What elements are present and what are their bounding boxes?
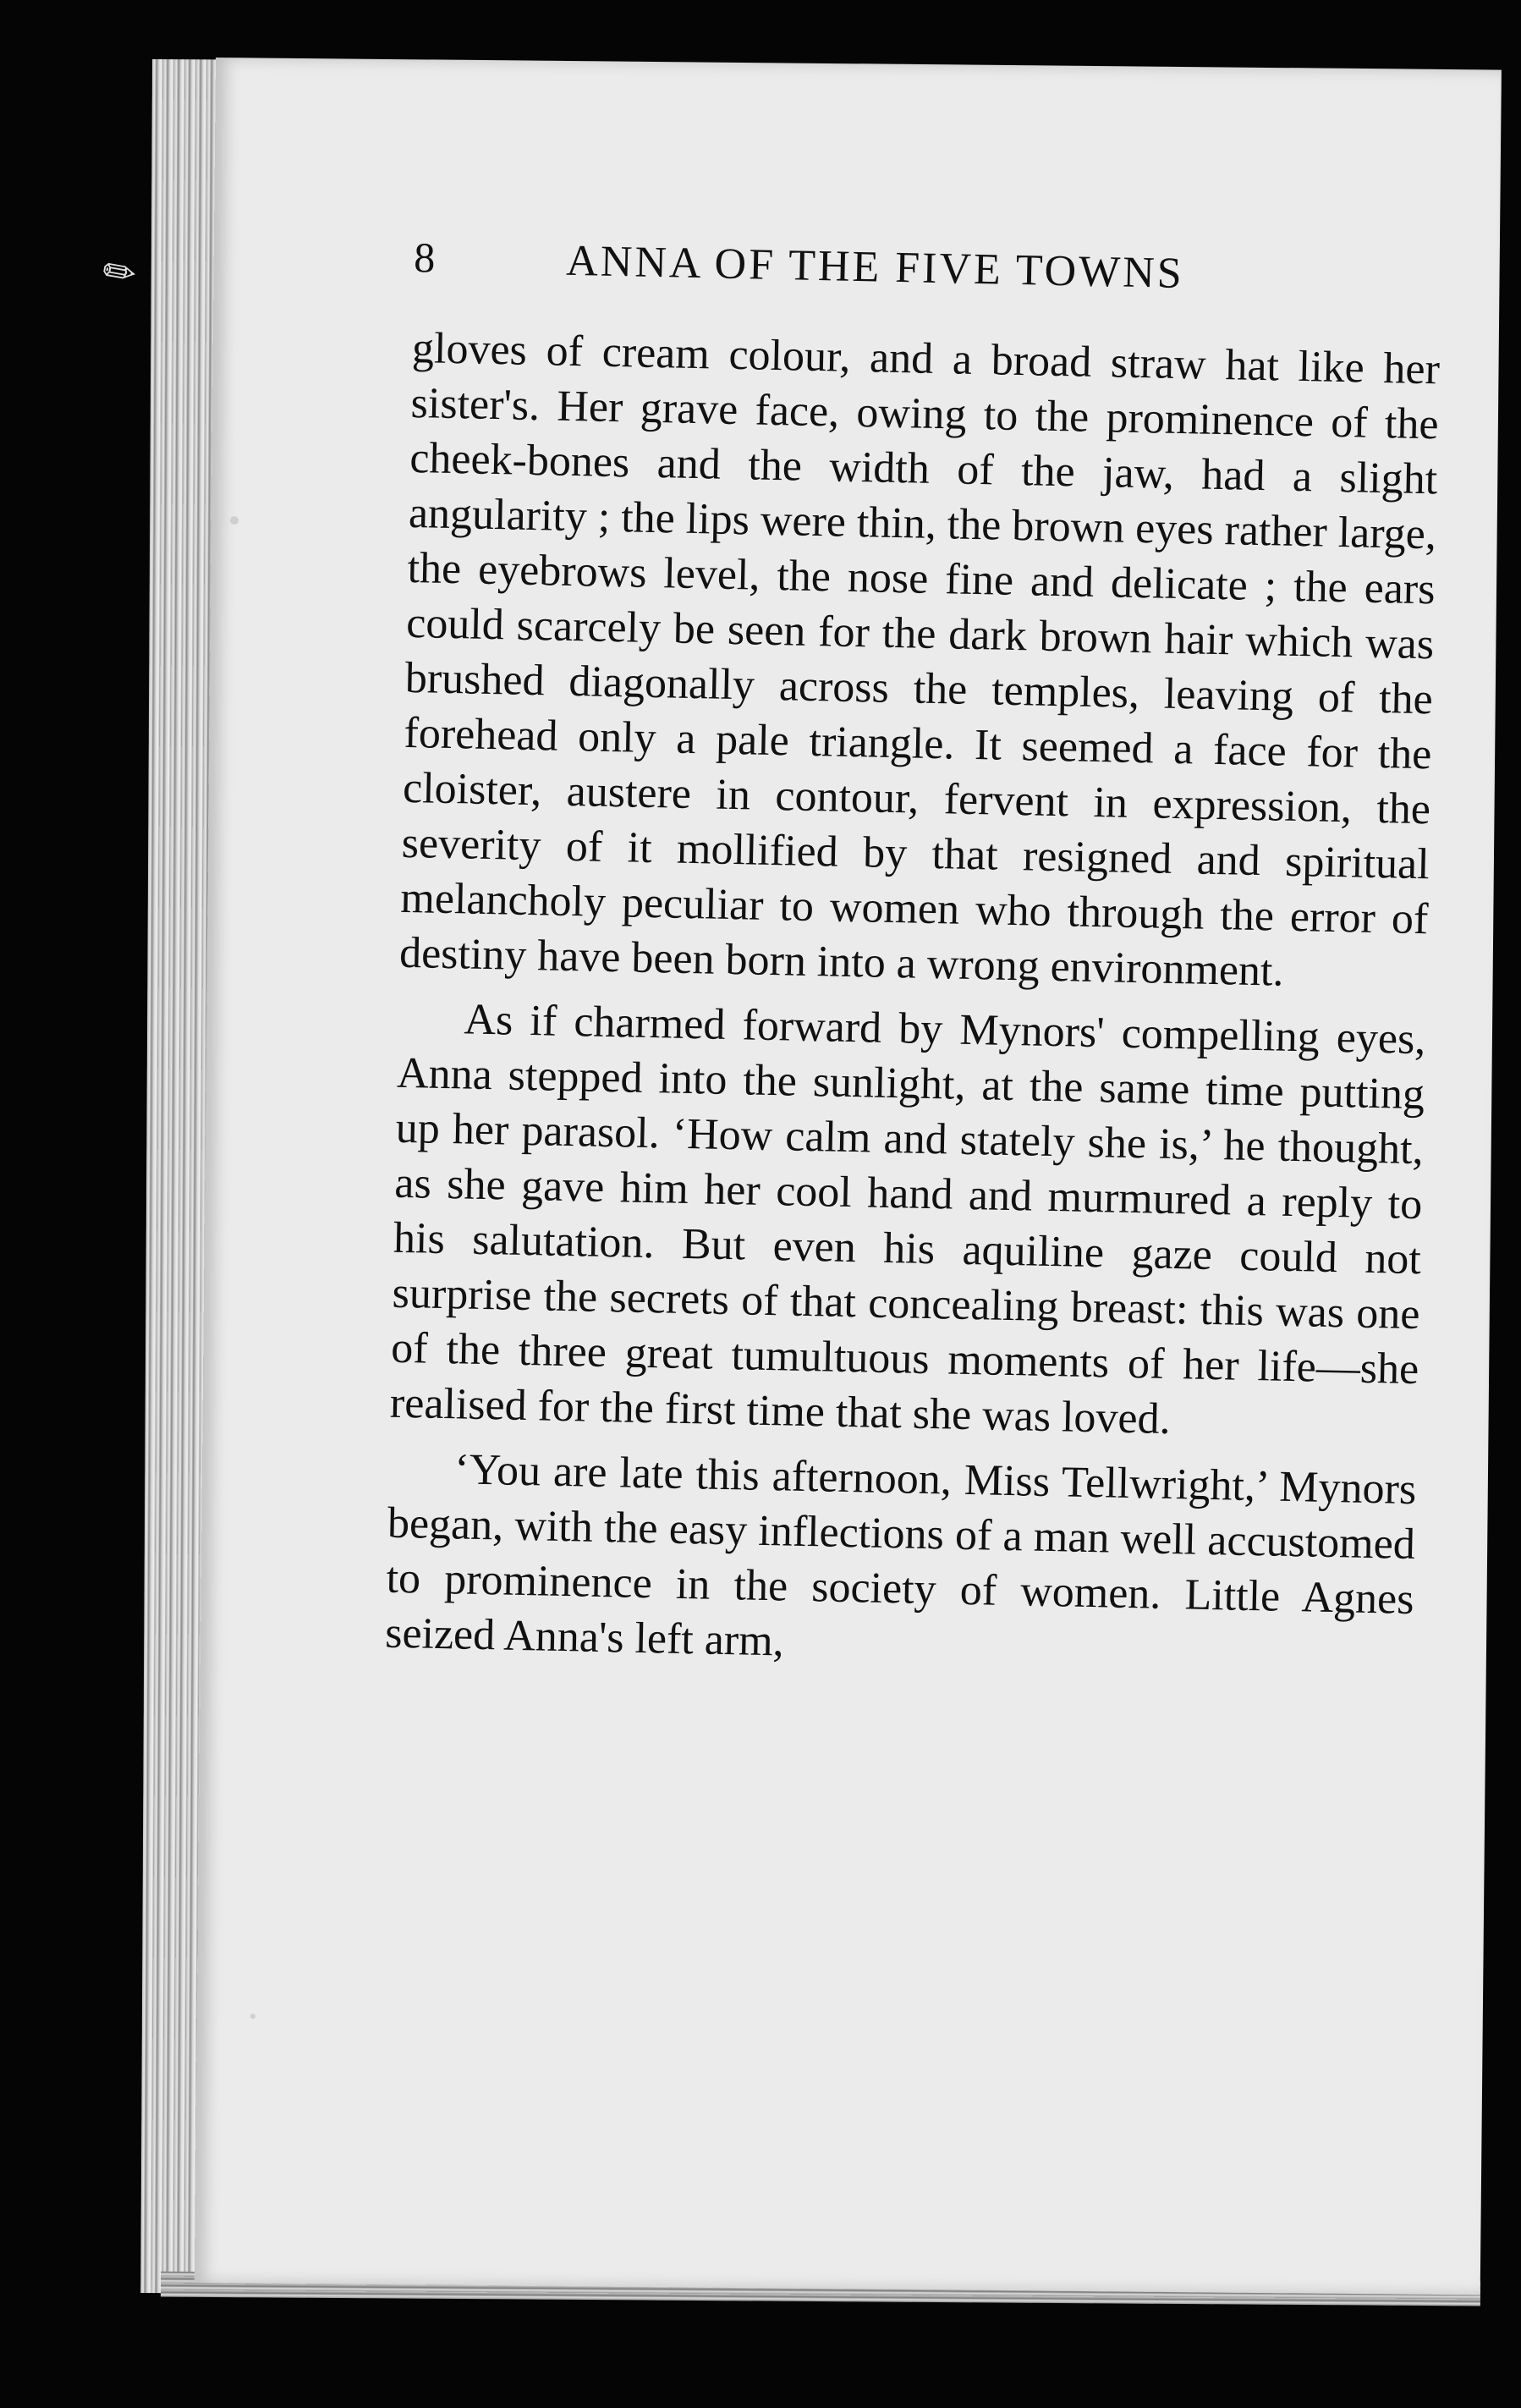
- margin-mark-icon: ✎: [92, 244, 146, 301]
- page-number: 8: [413, 233, 437, 282]
- paragraph-2: As if charmed forward by Mynors' compelling eyes, Anna stepped into the sunlight, at the same time putting up her parasol. ‘How calm and stately she is,’ he thought, as she gave him her cool hand and murmured a reply to his salutation. But even his aquiline gaze could not surprise the secrets of that concealing breast: this was one of the three great tumultuous moments of her life—she realised for the first time that she was loved.: [389, 995, 1426, 1444]
- book-title: ANNA OF THE FIVE TOWNS: [565, 236, 1185, 299]
- paragraph-1: gloves of cream colour, and a broad straw hat like her sister's. Her grave face, owing to the prominence of the cheek-bones and the width of the jaw, had a slight angularity ; the lips were thin, the brown eyes rather large, the eyebrows level, the nose fine and delicate ; the ears could scarcely be seen for the dark brown hair which was brushed diagonally across the temples, leaving of the forehead only a pale triangle. It seemed a face for the cloister, austere in contour, fervent in expression, the severity of it mollified by that resigned and spiritual melancholy peculiar to women who through the error of destiny have been born into a wrong environment.: [398, 323, 1441, 996]
- text-block: [384, 233, 1441, 1692]
- paragraph-3: ‘You are late this afternoon, Miss Tellwright,’ Mynors began, with the easy inflections of a man well accustomed to prominence in the society of women. Little Agnes seized Anna's left arm,: [384, 1445, 1417, 1666]
- page-scuff: [250, 2014, 255, 2019]
- page-scuff: [230, 516, 239, 525]
